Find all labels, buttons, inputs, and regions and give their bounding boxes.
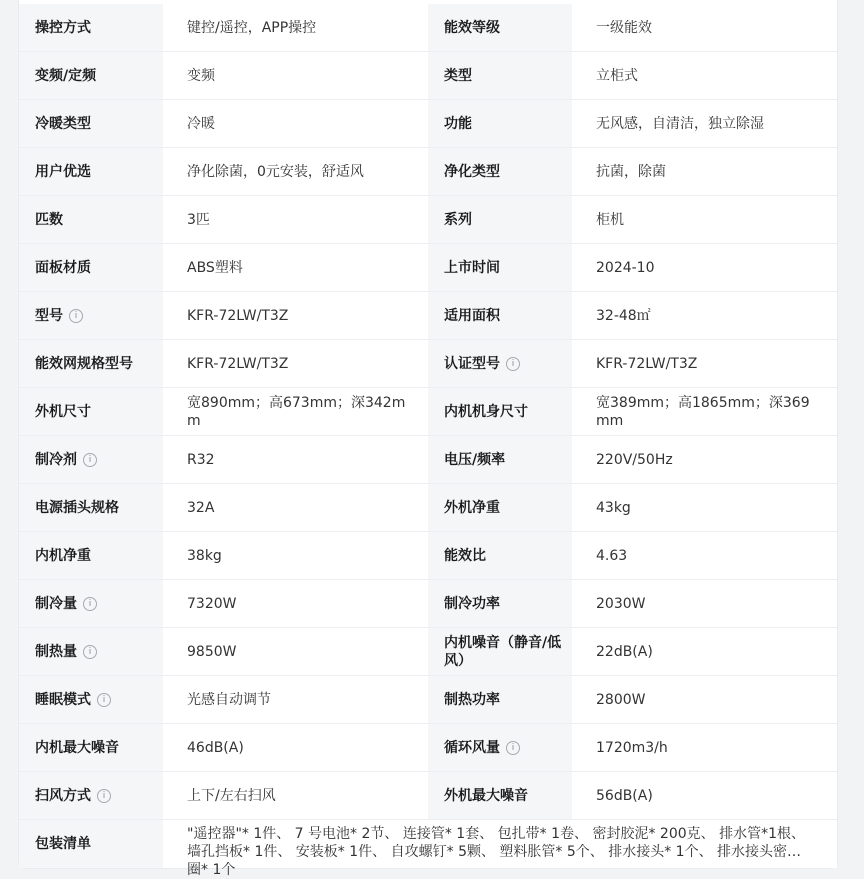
spec-value [163, 436, 428, 484]
spec-label-text: 认证型号 [444, 355, 500, 372]
spec-value-text: 22dB(A) [596, 643, 653, 660]
spec-label [19, 436, 163, 484]
spec-label-text: 匹数 [35, 211, 63, 228]
spec-label [19, 196, 163, 244]
spec-label [428, 580, 572, 628]
spec-label [19, 4, 163, 52]
spec-label [428, 724, 572, 772]
info-icon[interactable]: i [506, 357, 520, 371]
spec-label-text: 能效比 [444, 547, 486, 564]
spec-value-text: 32A [187, 499, 215, 516]
spec-value-text: 光感自动调节 [187, 691, 271, 708]
spec-value [163, 340, 428, 388]
spec-value-text: 键控/遥控，APP操控 [187, 19, 317, 36]
spec-label-text: 电源插头规格 [35, 499, 119, 516]
spec-label-text: 变频/定频 [35, 67, 97, 84]
spec-value [163, 388, 428, 436]
spec-label [428, 484, 572, 532]
spec-value-text: 220V/50Hz [596, 451, 673, 468]
spec-label [19, 484, 163, 532]
spec-value [572, 484, 837, 532]
spec-label-text: 内机噪音（静音/低风） [444, 634, 562, 669]
spec-label-text: 制冷剂 [35, 451, 77, 468]
spec-value [572, 676, 837, 724]
spec-value-text: 立柜式 [596, 67, 638, 84]
spec-table-card [18, 0, 838, 878]
spec-label-text: 外机净重 [444, 499, 500, 516]
package-label [19, 820, 163, 868]
spec-value [163, 196, 428, 244]
spec-label-text: 制冷功率 [444, 595, 500, 612]
spec-value-text: 冷暖 [187, 115, 215, 132]
spec-label [19, 100, 163, 148]
info-icon[interactable]: i [83, 453, 97, 467]
spec-value [163, 628, 428, 676]
spec-label [428, 244, 572, 292]
spec-label-text: 功能 [444, 115, 472, 132]
spec-value-text: 1720m3/h [596, 739, 668, 756]
spec-label [19, 388, 163, 436]
spec-value [572, 436, 837, 484]
spec-value-text: 上下/左右扫风 [187, 787, 276, 804]
spec-value-text: 一级能效 [596, 19, 652, 36]
spec-value-text: KFR-72LW/T3Z [187, 307, 289, 324]
spec-label [428, 292, 572, 340]
spec-label [19, 580, 163, 628]
spec-value [163, 676, 428, 724]
spec-value-text: 宽389mm；高1865mm；深369mm [596, 394, 810, 429]
spec-label-text: 上市时间 [444, 259, 500, 276]
spec-value-text: 38kg [187, 547, 222, 564]
spec-label-text: 制冷量 [35, 595, 77, 612]
spec-label [428, 340, 572, 388]
spec-value-text: 2024-10 [596, 259, 655, 276]
spec-label [428, 532, 572, 580]
spec-value-text: 56dB(A) [596, 787, 653, 804]
info-icon[interactable]: i [97, 693, 111, 707]
spec-value [163, 484, 428, 532]
spec-value-text: ABS塑料 [187, 259, 243, 276]
spec-value [163, 52, 428, 100]
spec-value [572, 628, 837, 676]
spec-value [163, 100, 428, 148]
spec-value-text: 变频 [187, 67, 215, 84]
spec-label [19, 532, 163, 580]
spec-value-text: 宽890mm；高673mm；深342mm [187, 394, 406, 429]
info-icon[interactable]: i [83, 645, 97, 659]
spec-value [163, 292, 428, 340]
spec-label [19, 772, 163, 820]
spec-value [163, 148, 428, 196]
spec-label [19, 148, 163, 196]
spec-label [19, 628, 163, 676]
spec-label-text: 类型 [444, 67, 472, 84]
info-icon[interactable]: i [97, 789, 111, 803]
spec-label [428, 4, 572, 52]
spec-label [428, 628, 572, 676]
spec-value-text: 净化除菌，0元安装，舒适风 [187, 163, 364, 180]
spec-label-text: 冷暖类型 [35, 115, 91, 132]
spec-label-text: 能效等级 [444, 19, 500, 36]
spec-value [572, 388, 837, 436]
spec-label-text: 适用面积 [444, 307, 500, 324]
spec-label-text: 操控方式 [35, 19, 91, 36]
spec-label-text: 内机净重 [35, 547, 91, 564]
spec-label-text: 扫风方式 [35, 787, 91, 804]
info-icon[interactable]: i [83, 597, 97, 611]
spec-value-text: 3匹 [187, 211, 210, 228]
spec-label [19, 724, 163, 772]
info-icon[interactable]: i [506, 741, 520, 755]
spec-value-text: 柜机 [596, 211, 624, 228]
spec-value-text: 32-48㎡ [596, 307, 651, 324]
spec-value-text: KFR-72LW/T3Z [187, 355, 289, 372]
spec-value [163, 4, 428, 52]
spec-value [163, 580, 428, 628]
spec-label [428, 148, 572, 196]
spec-label-text: 电压/频率 [444, 451, 506, 468]
spec-label [428, 772, 572, 820]
spec-label-text: 循环风量 [444, 739, 500, 756]
spec-value [572, 196, 837, 244]
spec-value [163, 724, 428, 772]
spec-label-text: 睡眠模式 [35, 691, 91, 708]
package-label-text: 包装清单 [35, 836, 91, 852]
spec-label-text: 型号 [35, 307, 63, 324]
spec-value-text: 9850W [187, 643, 237, 660]
spec-value [572, 52, 837, 100]
spec-label-text: 系列 [444, 211, 472, 228]
spec-label-text: 能效网规格型号 [35, 355, 133, 372]
spec-label [19, 52, 163, 100]
spec-value [163, 772, 428, 820]
spec-label [19, 676, 163, 724]
spec-label [428, 196, 572, 244]
spec-label-text: 用户优选 [35, 163, 91, 180]
spec-label-text: 面板材质 [35, 259, 91, 276]
package-value [163, 820, 837, 878]
spec-value [163, 532, 428, 580]
info-icon[interactable]: i [69, 309, 83, 323]
spec-label-text: 制热功率 [444, 691, 500, 708]
spec-label [428, 388, 572, 436]
spec-value [572, 580, 837, 628]
spec-value-text: 43kg [596, 499, 631, 516]
spec-value-text: 2030W [596, 595, 646, 612]
spec-value [572, 292, 837, 340]
spec-grid [19, 4, 837, 878]
spec-value-text: 7320W [187, 595, 237, 612]
spec-label [19, 340, 163, 388]
spec-label-text: 制热量 [35, 643, 77, 660]
spec-label [428, 52, 572, 100]
spec-value [572, 244, 837, 292]
spec-value [163, 244, 428, 292]
spec-label [19, 244, 163, 292]
spec-label-text: 外机最大噪音 [444, 787, 528, 804]
spec-label-text: 内机最大噪音 [35, 739, 119, 756]
spec-value [572, 148, 837, 196]
package-value-text: "遥控器"* 1件、 7 号电池* 2节、 连接管* 1套、 包扎带* 1卷、 密封胶泥* 200克、 排水管*1根、 墙孔挡板* 1件、 安装板* 1件、 自攻螺钉* 5颗、 塑料胀管* 5个、 排水接头* 1个、 排水接头密封圈* 1个 [187, 826, 805, 878]
spec-value-text: R32 [187, 451, 215, 468]
spec-value [572, 4, 837, 52]
spec-label-text: 外机尺寸 [35, 403, 91, 420]
spec-label-text: 净化类型 [444, 163, 500, 180]
spec-value [572, 772, 837, 820]
spec-value-text: 4.63 [596, 547, 628, 564]
spec-value [572, 340, 837, 388]
spec-value [572, 724, 837, 772]
spec-label [19, 292, 163, 340]
spec-label [428, 676, 572, 724]
spec-value-text: 抗菌，除菌 [596, 163, 666, 180]
spec-label-text: 内机机身尺寸 [444, 403, 528, 420]
spec-label [428, 100, 572, 148]
spec-value [572, 100, 837, 148]
spec-label [428, 436, 572, 484]
spec-value-text: 2800W [596, 691, 646, 708]
spec-value-text: 46dB(A) [187, 739, 244, 756]
spec-value-text: KFR-72LW/T3Z [596, 355, 698, 372]
spec-value [572, 532, 837, 580]
spec-value-text: 无风感，自清洁，独立除湿 [596, 115, 764, 132]
